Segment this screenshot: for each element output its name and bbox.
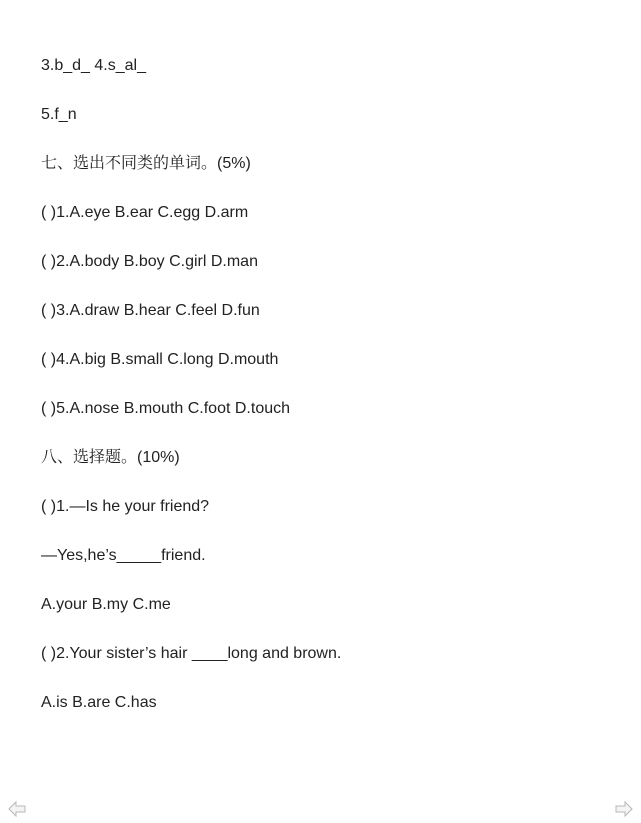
fill-in-line-5: 5.f_n (41, 106, 77, 123)
question-8-1-options: A.your B.my C.me (41, 596, 171, 613)
question-7-4: ( )4.A.big B.small C.long D.mouth (41, 351, 279, 368)
question-8-2: ( )2.Your sister’s hair ____long and brown. (41, 645, 342, 662)
question-8-1-answer-line: —Yes,he’s_____friend. (41, 547, 206, 564)
question-7-2: ( )2.A.body B.boy C.girl D.man (41, 253, 258, 270)
next-page-button[interactable] (614, 799, 634, 819)
previous-page-button[interactable] (7, 799, 27, 819)
question-8-1: ( )1.—Is he your friend? (41, 498, 210, 515)
section-8-heading: 八、选择题。(10%) (41, 449, 180, 466)
question-7-5: ( )5.A.nose B.mouth C.foot D.touch (41, 400, 291, 417)
arrow-right-icon (614, 799, 634, 819)
fill-in-line-3-4: 3.b_d_ 4.s_al_ (41, 57, 146, 74)
arrow-left-icon (7, 799, 27, 819)
section-7-heading: 七、选出不同类的单词。(5%) (41, 155, 251, 172)
question-7-3: ( )3.A.draw B.hear C.feel D.fun (41, 302, 260, 319)
question-7-1: ( )1.A.eye B.ear C.egg D.arm (41, 204, 249, 221)
question-8-2-options: A.is B.are C.has (41, 694, 157, 711)
